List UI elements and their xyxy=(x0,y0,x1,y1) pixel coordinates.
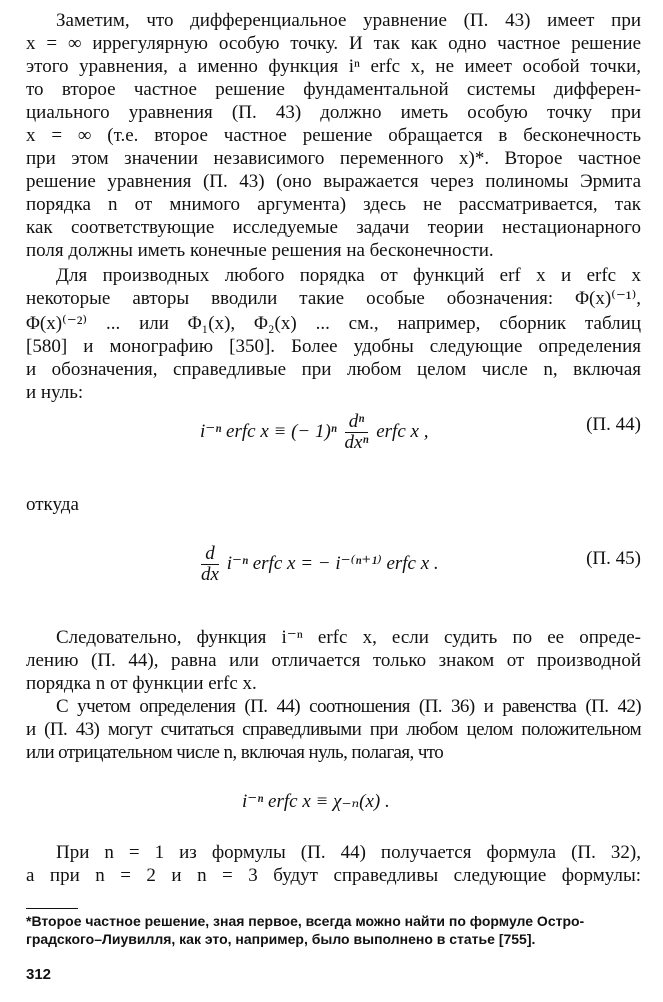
fraction-numerator: d xyxy=(201,544,219,565)
equation-number: (П. 45) xyxy=(586,548,641,569)
fraction-numerator: dⁿ xyxy=(345,412,369,433)
text-line: Следовательно, функция i⁻ⁿ erfc x, если судить по ее опреде- xyxy=(56,627,641,648)
equation-45-fraction xyxy=(201,544,219,585)
text-line: x = ∞ (т.е. второе частное решение обращается в бесконечность xyxy=(26,125,641,146)
text-line: как соответствующие исследуемые задачи теории нестационарного xyxy=(26,217,641,238)
text-line: поля должны иметь конечные решения на бесконечности. xyxy=(26,240,494,261)
footnote-divider xyxy=(26,908,78,909)
text-line: x = ∞ иррегулярную особую точку. И так как одно частное решение xyxy=(26,33,641,54)
text-line: этого уравнения, а именно функция iⁿ erfc x, не имеет особой точки, xyxy=(26,56,641,77)
fraction-denominator: dx xyxy=(201,564,219,585)
text-line: При n = 1 из формулы (П. 44) получается формула (П. 32), xyxy=(56,842,641,863)
footnote-line: градского–Лиувилля, как это, например, было выполнено в статье [755]. xyxy=(26,931,536,947)
text-line: или отрицательном числе n, включая нуль, полагая, что xyxy=(26,742,444,763)
equation-45-rhs: i⁻ⁿ erfc x = − i⁻⁽ⁿ⁺¹⁾ erfc x . xyxy=(226,552,439,574)
text-line: Заметим, что дифференциальное уравнение (П. 43) имеет при xyxy=(56,10,641,31)
text-line: лению (П. 44), равна или отличается только знаком от производной xyxy=(26,650,641,671)
equation-44-fraction xyxy=(345,412,369,453)
text-line: Для производных любого порядка от функций erf x и erfc x xyxy=(56,265,641,286)
text-line: откуда xyxy=(26,494,79,515)
footnote-line: *Второе частное решение, зная первое, всегда можно найти по формуле Остро- xyxy=(26,913,585,929)
text-line: а при n = 2 и n = 3 будут справедливы следующие формулы: xyxy=(26,865,641,886)
text-line: циального уравнения (П. 43) должно иметь особую точку при xyxy=(26,102,641,123)
equation-45 xyxy=(198,544,439,585)
equation-44-rhs: erfc x , xyxy=(376,420,429,442)
text-line: порядка n от мнимого аргумента) здесь не рассматривается, так xyxy=(26,194,641,215)
text-line: порядка n от функции erfc x. xyxy=(26,673,257,694)
text-line: [580] и монографию [350]. Более удобны следующие определения xyxy=(26,336,641,357)
fraction-denominator: dxⁿ xyxy=(344,432,369,453)
equation-chi: i⁻ⁿ erfc x ≡ χ₋ₙ(x) . xyxy=(242,791,390,812)
page-number: 312 xyxy=(26,966,52,983)
text-line: при этом значении независимого переменного x)*. Второе частное xyxy=(26,148,641,169)
equation-44 xyxy=(200,412,428,453)
text-line: и (П. 43) могут считаться справедливыми при любом целом положительном xyxy=(26,719,641,740)
equation-44-lhs: i⁻ⁿ erfc x ≡ (− 1)ⁿ xyxy=(200,420,337,442)
text-line: и нуль: xyxy=(26,382,84,403)
text-line: и обозначения, справедливые при любом целом числе n, включая xyxy=(26,359,641,380)
equation-number: (П. 44) xyxy=(586,414,641,435)
text-line: то второе частное решение фундаментальной системы дифферен- xyxy=(26,79,641,100)
text-line: С учетом определения (П. 44) соотношения (П. 36) и равенства (П. 42) xyxy=(56,696,641,717)
text-line: некоторые авторы вводили такие особые обозначения: Φ(x)⁽⁻¹⁾, xyxy=(26,288,641,309)
text-line: решение уравнения (П. 43) (оно выражается через полиномы Эрмита xyxy=(26,171,641,192)
text-line: Φ(x)⁽⁻²⁾ ... или Φ₁(x), Φ₂(x) ... см., например, сборник таблиц xyxy=(26,313,641,334)
